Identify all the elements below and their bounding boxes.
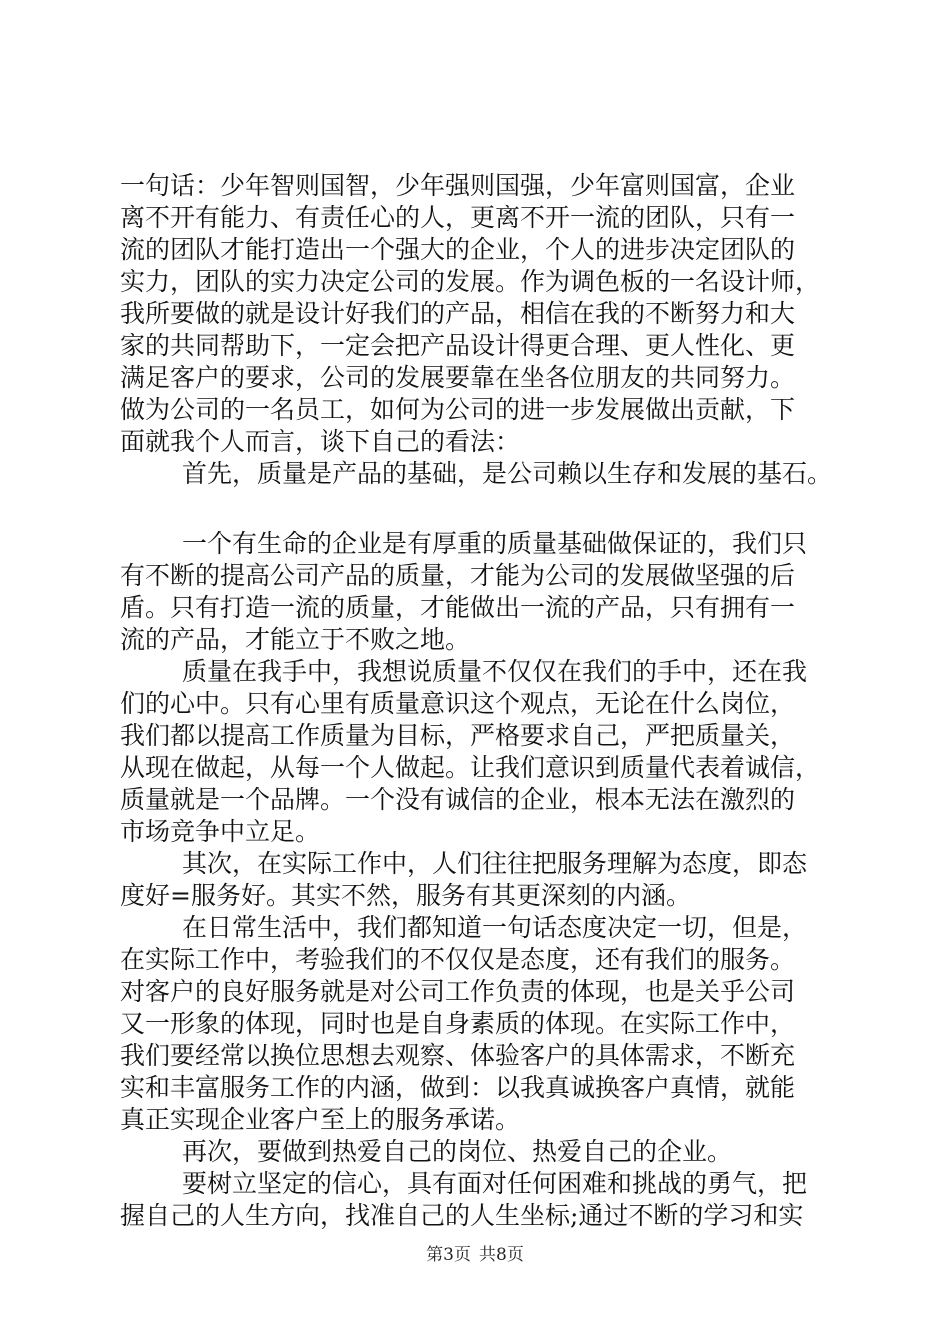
text-line: 又一形象的体现，同时也是自身素质的体现。在实际工作中，: [120, 1009, 796, 1038]
page-number: 第3页: [426, 1245, 471, 1265]
text-line: 在实际工作中，考验我们的不仅仅是态度，还有我们的服务。: [120, 945, 796, 974]
paragraph-first-line: 在日常生活中，我们都知道一句话态度决定一切，但是，: [182, 913, 808, 942]
text-line: 流的产品，才能立于不败之地。: [120, 625, 471, 654]
text-line: 质量就是一个品牌。一个没有诚信的企业，根本无法在激烈的: [120, 785, 796, 814]
paragraph-first-line: 要树立坚定的信心，具有面对任何困难和挑战的勇气，把: [182, 1169, 808, 1198]
text-line: 流的团队才能打造出一个强大的企业，个人的进步决定团队的: [120, 235, 796, 264]
paragraph-first-line: 一个有生命的企业是有厚重的质量基础做保证的，我们只: [182, 529, 808, 558]
text-line: 一句话：少年智则国智，少年强则国强，少年富则国富，企业: [120, 171, 796, 200]
text-line: 实力，团队的实力决定公司的发展。作为调色板的一名设计师，: [120, 267, 821, 296]
text-line: 实和丰富服务工作的内涵，做到：以我真诚换客户真情，就能: [120, 1073, 796, 1102]
text-line: 真正实现企业客户至上的服务承诺。: [120, 1105, 521, 1134]
blank-line: [120, 490, 880, 528]
paragraph-first-line: 首先，质量是产品的基础，是公司赖以生存和发展的基石。: [182, 459, 833, 488]
text-line: 做为公司的一名员工，如何为公司的进一步发展做出贡献，下: [120, 395, 796, 424]
text-line: 握自己的人生方向，找准自己的人生坐标;通过不断的学习和实: [120, 1201, 804, 1230]
text-line: 市场竞争中立足。: [120, 817, 321, 846]
text-line: 面就我个人而言，谈下自己的看法：: [120, 427, 521, 456]
text-line: 对客户的良好服务就是对公司工作负责的体现，也是关乎公司: [120, 977, 796, 1006]
text-line: 度好=服务好。其实不然，服务有其更深刻的内涵。: [120, 881, 691, 910]
paragraph-first-line: 其次，在实际工作中，人们往往把服务理解为态度，即态: [182, 849, 808, 878]
text-line: 我们要经常以换位思想去观察、体验客户的具体需求，不断充: [120, 1041, 796, 1070]
paragraph-first-line: 质量在我手中，我想说质量不仅仅在我们的手中，还在我: [182, 657, 808, 686]
text-line: 离不开有能力、有责任心的人，更离不开一流的团队，只有一: [120, 203, 796, 232]
text-line: 家的共同帮助下，一定会把产品设计得更合理、更人性化、更: [120, 331, 796, 360]
text-line: 们的心中。只有心里有质量意识这个观点，无论在什么岗位，: [120, 689, 796, 718]
page-total: 共8页: [479, 1245, 524, 1265]
text-line: 我所要做的就是设计好我们的产品，相信在我的不断努力和大: [120, 299, 796, 328]
text-line: 满足客户的要求，公司的发展要靠在坐各位朋友的共同努力。: [120, 363, 796, 392]
text-line: 有不断的提高公司产品的质量，才能为公司的发展做坚强的后: [120, 561, 796, 590]
page-footer: [0, 1240, 950, 1265]
document-body: [120, 170, 880, 1232]
text-line: 我们都以提高工作质量为目标，严格要求自己，严把质量关，: [120, 721, 796, 750]
paragraph-first-line: 再次，要做到热爱自己的岗位、热爱自己的企业。: [182, 1137, 733, 1166]
text-line: 盾。只有打造一流的质量，才能做出一流的产品，只有拥有一: [120, 593, 796, 622]
text-line: 从现在做起，从每一个人做起。让我们意识到质量代表着诚信，: [120, 753, 821, 782]
